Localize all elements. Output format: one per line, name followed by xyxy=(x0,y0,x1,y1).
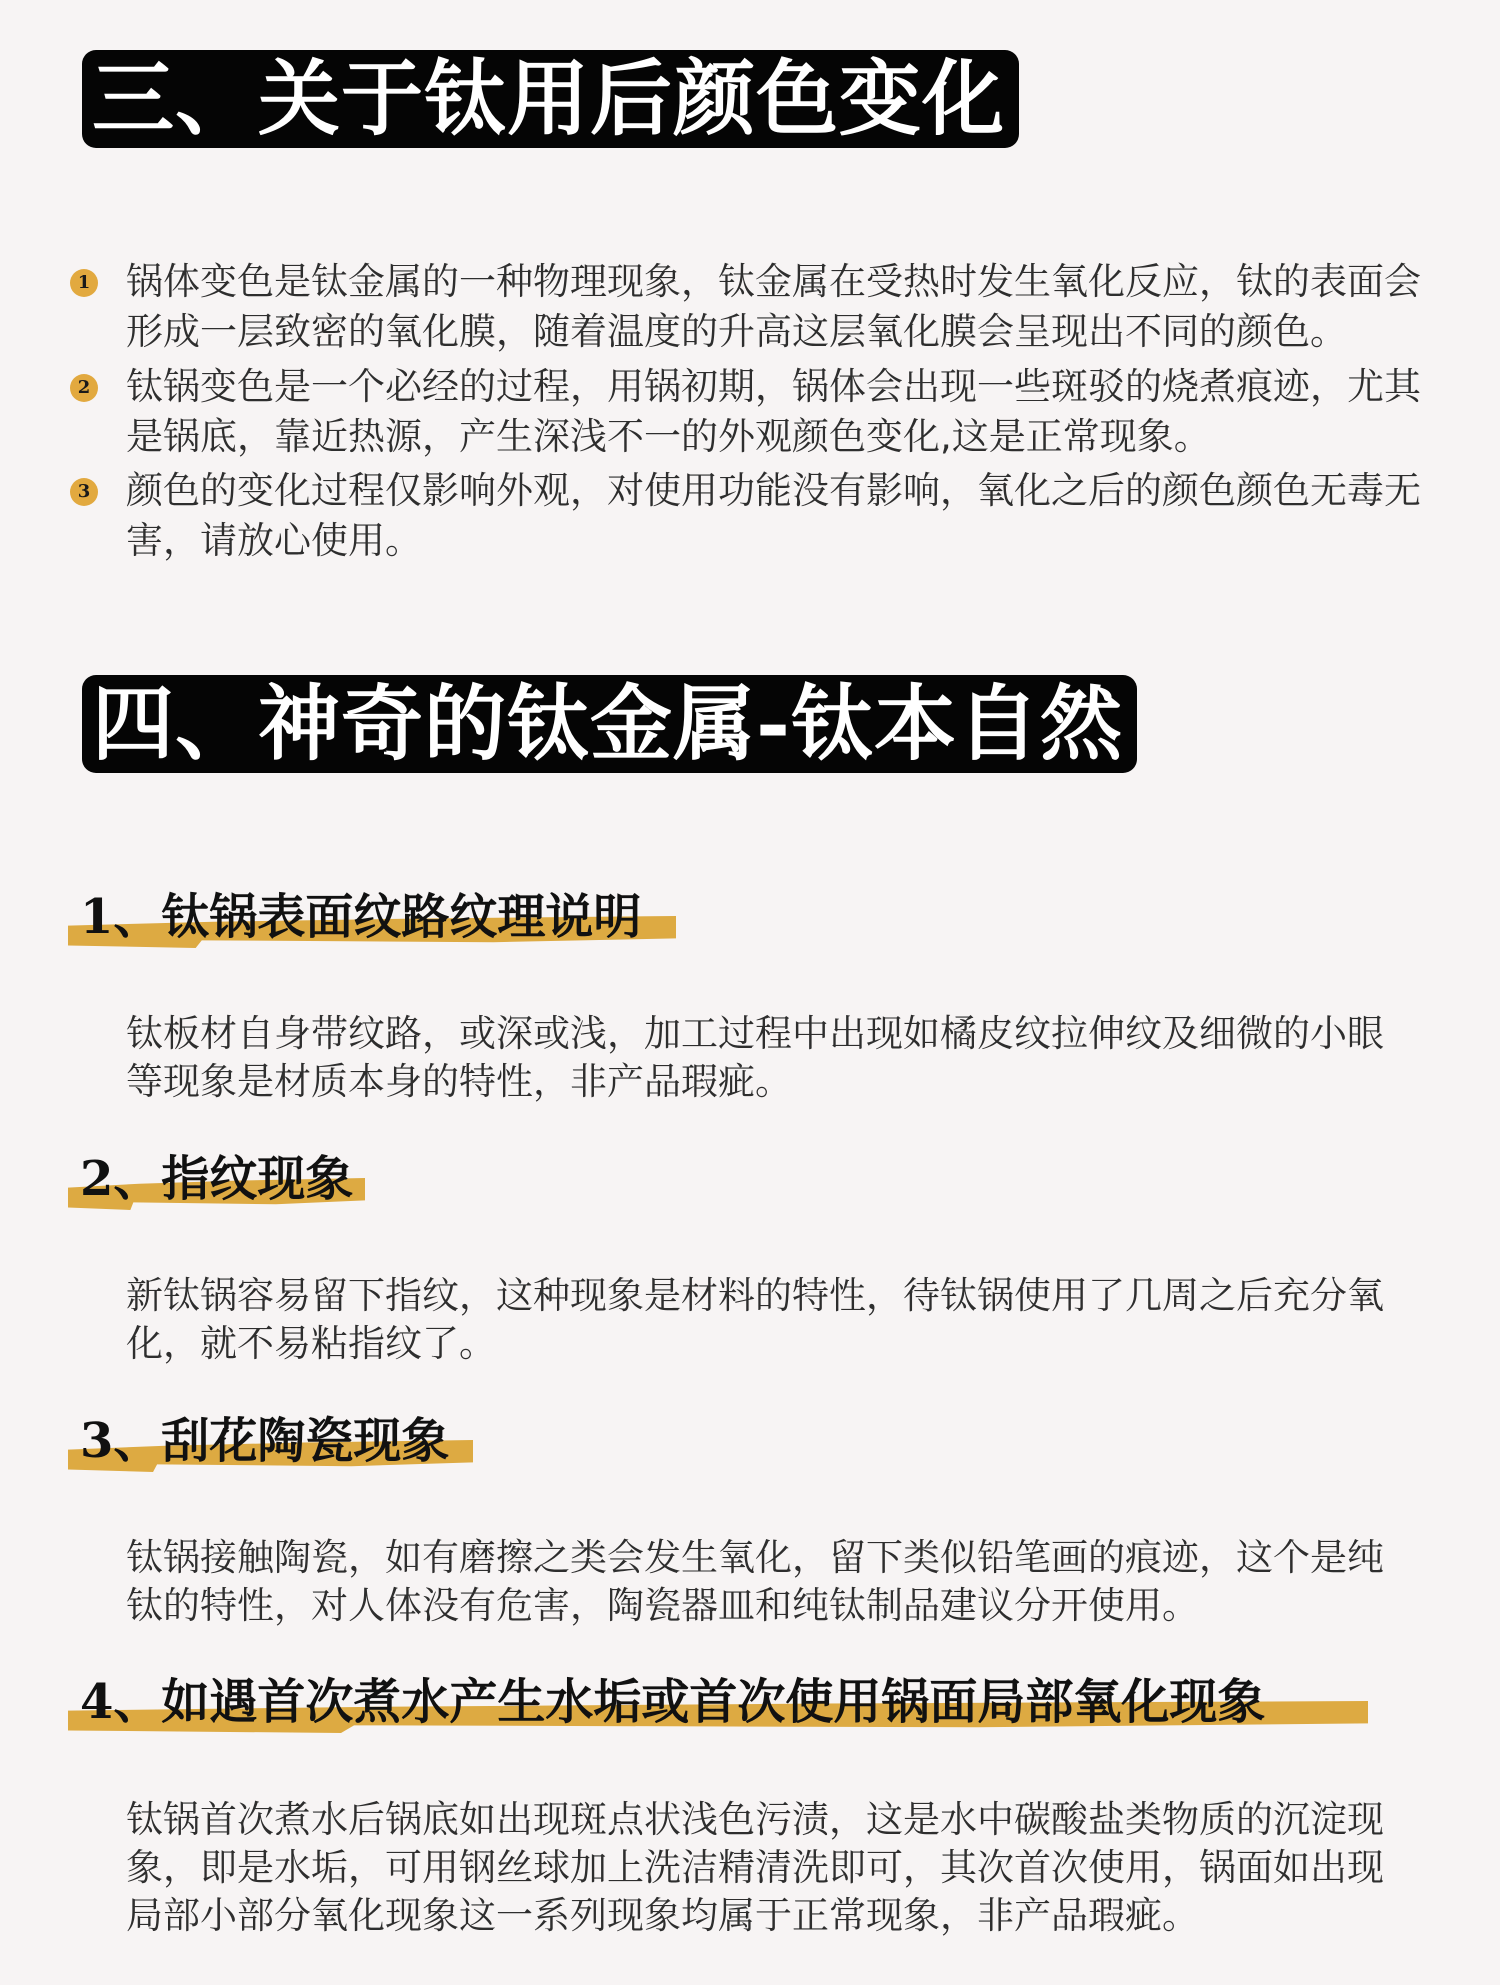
subsection-heading xyxy=(68,882,641,962)
list-item xyxy=(70,466,1440,566)
subsection-heading xyxy=(68,1144,353,1224)
section-4-title: 四、神奇的钛金属-钛本自然 xyxy=(82,675,1137,773)
subsection-heading xyxy=(68,1406,449,1486)
section-3-title: 三、关于钛用后颜色变化 xyxy=(82,50,1019,148)
subsection-body: 钛锅首次煮水后锅底如出现斑点状浅色污渍，这是水中碳酸盐类物质的沉淀现象，即是水垢，可用钢丝球加上洗洁精清洗即可，其次首次使用，锅面如出现局部小部分氧化现象这一系列现象均属于正常现象，非产品瑕疵。 xyxy=(126,1798,1384,1937)
subsection-heading-label: 3、刮花陶瓷现象 xyxy=(80,1413,450,1469)
subsection-heading xyxy=(68,1667,1265,1747)
subsection-heading-label: 1、钛锅表面纹路纹理说明 xyxy=(80,889,642,945)
subsection-body: 新钛锅容易留下指纹，这种现象是材料的特性，待钛锅使用了几周之后充分氧化，就不易粘指纹了。 xyxy=(126,1274,1384,1365)
number-badge: 2 xyxy=(70,374,98,402)
list-item-text: 颜色的变化过程仅影响外观，对使用功能没有影响，氧化之后的颜色颜色无毒无害，请放心使用。 xyxy=(126,469,1421,562)
subsection-heading-label: 2、指纹现象 xyxy=(80,1151,354,1207)
number-badge: 3 xyxy=(70,478,98,506)
list-item-text: 锅体变色是钛金属的一种物理现象，钛金属在受热时发生氧化反应，钛的表面会形成一层致密的氧化膜，随着温度的升高这层氧化膜会呈现出不同的颜色。 xyxy=(126,260,1421,353)
subsection-body: 钛锅接触陶瓷，如有磨擦之类会发生氧化，留下类似铅笔画的痕迹，这个是纯钛的特性，对人体没有危害，陶瓷器皿和纯钛制品建议分开使用。 xyxy=(126,1536,1384,1627)
list-item-text: 钛锅变色是一个必经的过程，用锅初期，锅体会出现一些斑驳的烧煮痕迹，尤其是锅底，靠近热源，产生深浅不一的外观颜色变化,这是正常现象。 xyxy=(126,365,1421,458)
subsection-heading-label: 4、如遇首次煮水产生水垢或首次使用锅面局部氧化现象 xyxy=(80,1674,1266,1730)
subsection-body: 钛板材自身带纹路，或深或浅，加工过程中出现如橘皮纹拉伸纹及细微的小眼等现象是材质本身的特性，非产品瑕疵。 xyxy=(126,1012,1384,1103)
number-badge: 1 xyxy=(70,269,98,297)
list-item xyxy=(70,257,1440,357)
list-item xyxy=(70,362,1440,462)
